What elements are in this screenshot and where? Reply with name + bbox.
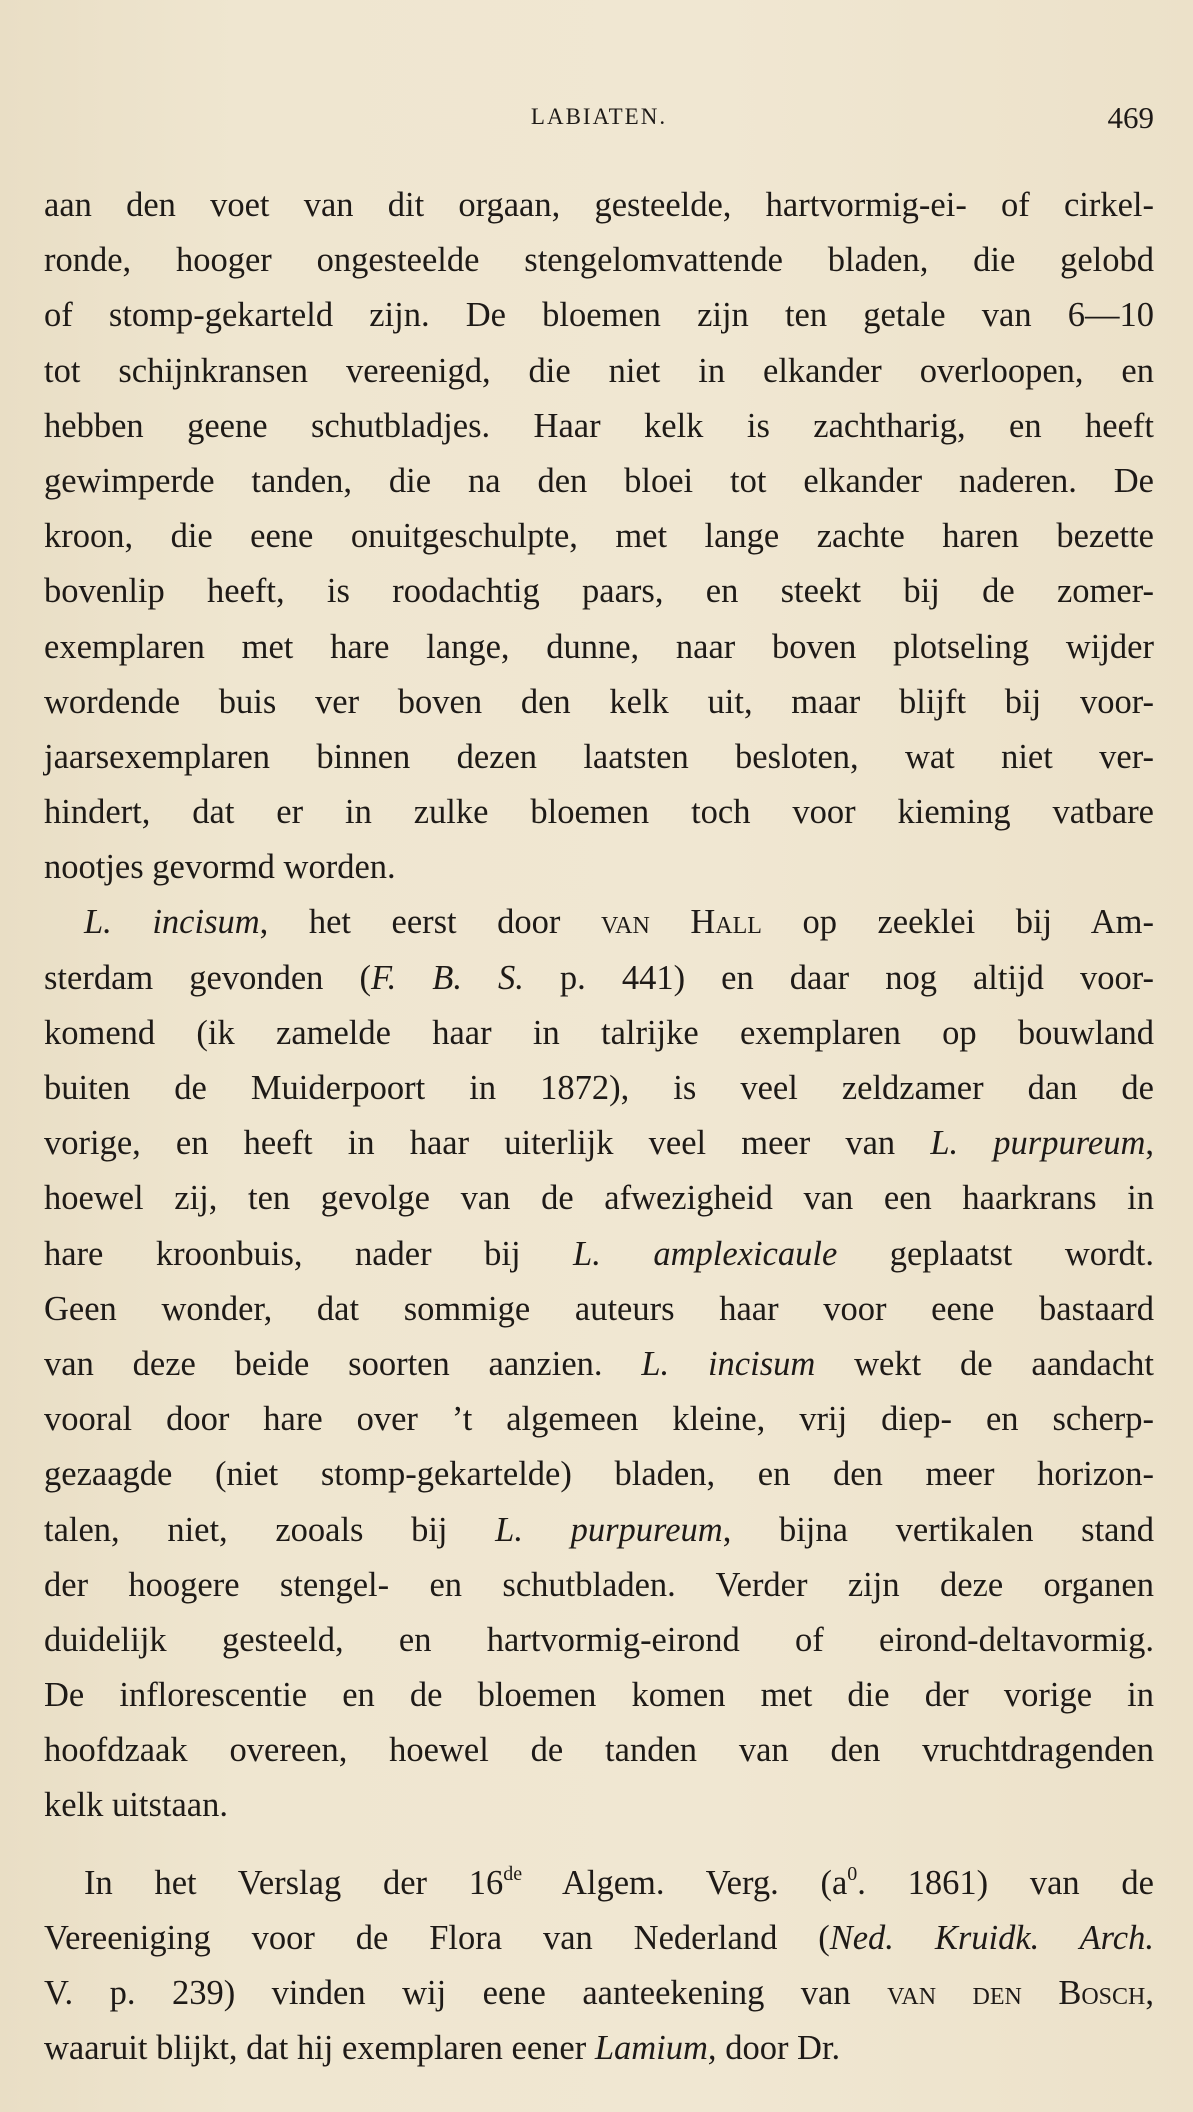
italic-run: L. incisum [641, 1344, 816, 1383]
text-line [44, 233, 1154, 288]
text-run: aan den voet van dit orgaan, gesteelde, hartvormig-ei- of cirkel- [44, 186, 1154, 224]
italic-run: F. B. S. [370, 958, 524, 997]
text-line [44, 1171, 1154, 1226]
text-run: gewimperde tanden, die na den bloei tot elkander naderen. De [44, 461, 1154, 500]
text-run: . 1861) van de [857, 1863, 1154, 1902]
text-run: der hoogere stengel- en schutbladen. Verder zijn deze organen [44, 1565, 1154, 1604]
text-run: talen, niet, zooals bij [44, 1510, 496, 1549]
text-run: waaruit blijkt, dat hij exemplaren eener [44, 2029, 595, 2068]
italic-run: Ned. Kruidk. Arch. [829, 1918, 1154, 1957]
text-run: kroon, die eene onuitgeschulpte, met lange zachte haren bezette [44, 517, 1154, 556]
text-run: hare kroonbuis, nader bij [44, 1234, 574, 1273]
small-caps-name: van Hall [600, 903, 762, 942]
text-run: gezaagde (niet stomp-gekartelde) bladen, en den meer horizon- [44, 1455, 1154, 1494]
text-line [44, 1116, 1154, 1171]
text-run: bovenlip heeft, is roodachtig paars, en steekt bij de zomer- [44, 572, 1154, 611]
text-line [44, 895, 1154, 950]
text-line [44, 1778, 1154, 1833]
text-line [44, 730, 1154, 785]
italic-run: L. incisum [84, 903, 260, 942]
text-line [44, 1668, 1154, 1723]
page-number: 469 [1107, 100, 1154, 135]
text-run: hindert, dat er in zulke bloemen toch voor kieming vatbare [44, 793, 1154, 832]
text-run: van deze beide soorten aanzien. [44, 1344, 642, 1383]
text-line [44, 509, 1154, 564]
text-run: vorige, en heeft in haar uiterlijk veel meer van [44, 1124, 931, 1163]
text-run: wordende buis ver boven den kelk uit, maar blijft bij voor- [44, 682, 1154, 721]
text-line [44, 1856, 1154, 1911]
text-line [44, 1337, 1154, 1392]
italic-run: L. purpureum [930, 1124, 1146, 1163]
text-run: De inflorescentie en de bloemen komen met die der vorige in [44, 1676, 1154, 1715]
text-run: p. 441) en daar nog altijd voor- [523, 958, 1154, 997]
italic-run: L. amplexicaule [573, 1234, 838, 1273]
paragraph-gap [44, 1834, 1154, 1856]
body-text [44, 178, 1154, 2076]
text-run: , bijna vertikalen stand [722, 1510, 1154, 1549]
text-line [44, 344, 1154, 399]
text-line [44, 454, 1154, 509]
text-run: Vereeniging voor de Flora van Nederland ( [44, 1918, 830, 1957]
text-run: sterdam gevonden ( [44, 958, 371, 997]
text-run: hoewel zij, ten gevolge van de afwezigheid van een haarkrans in [44, 1179, 1154, 1218]
small-caps-name: van den Bosch [887, 1974, 1146, 2012]
text-line [44, 951, 1154, 1006]
text-run: ronde, hooger ongesteelde stengelomvattende bladen, die gelobd [44, 241, 1154, 280]
text-run: tot schijnkransen vereenigd, die niet in elkander overloopen, en [44, 351, 1154, 390]
text-run: , [1145, 1124, 1154, 1163]
text-line [44, 1503, 1154, 1558]
text-line [44, 1392, 1154, 1447]
text-line [44, 675, 1154, 730]
text-line [44, 1613, 1154, 1668]
text-run: vooral door hare over ’t algemeen kleine, vrij diep- en scherp- [44, 1400, 1154, 1439]
text-run: komend (ik zamelde haar in talrijke exemplaren op bouwland [44, 1013, 1154, 1052]
text-run: op zeeklei bij Am- [761, 903, 1154, 942]
text-line [44, 1911, 1154, 1966]
text-run: duidelijk gesteeld, en hartvormig-eirond of eirond-deltavormig. [44, 1620, 1154, 1659]
text-line [44, 620, 1154, 675]
text-run: nootjes gevormd worden. [44, 848, 396, 887]
text-line [44, 1558, 1154, 1613]
superscript: 0 [847, 1862, 858, 1885]
italic-run: L. purpureum [495, 1510, 723, 1549]
text-line [44, 1723, 1154, 1778]
text-run: , [1145, 1974, 1154, 2012]
text-line [44, 1447, 1154, 1502]
superscript: de [503, 1862, 523, 1885]
text-line [44, 399, 1154, 454]
text-line [44, 1006, 1154, 1061]
text-line [44, 785, 1154, 840]
text-run: jaarsexemplaren binnen dezen laatsten besloten, wat niet ver- [44, 737, 1154, 776]
text-run: of stomp-gekarteld zijn. De bloemen zijn ten getale van 6—10 [44, 296, 1154, 335]
text-line [44, 564, 1154, 619]
text-run: exemplaren met hare lange, dunne, naar boven plotseling wijder [44, 627, 1154, 666]
running-head [44, 100, 1154, 140]
text-run: hoofdzaak overeen, hoewel de tanden van den vruchtdragenden [44, 1731, 1154, 1770]
text-run: , het eerst door [259, 903, 601, 942]
running-title: LABIATEN. [530, 104, 668, 129]
text-line [44, 1227, 1154, 1282]
text-line [44, 178, 1154, 233]
text-line [44, 1282, 1154, 1337]
text-run: hebben geene schutbladjes. Haar kelk is zachtharig, en heeft [44, 406, 1154, 445]
text-line [44, 288, 1154, 343]
italic-run: Lamium, [594, 2029, 717, 2068]
text-run: door Dr. [716, 2029, 841, 2068]
text-line [44, 2021, 1154, 2076]
text-run: buiten de Muiderpoort in 1872), is veel zeldzamer dan de [44, 1069, 1154, 1107]
text-run: kelk uitstaan. [44, 1786, 228, 1825]
text-run: wekt de aandacht [815, 1344, 1154, 1383]
text-run: V. p. 239) vinden wij eene aanteekening van [44, 1974, 888, 2012]
text-run: Geen wonder, dat sommige auteurs haar voor eene bastaard [44, 1289, 1154, 1328]
text-line [44, 1061, 1154, 1116]
text-run: In het Verslag der 16 [84, 1863, 504, 1902]
text-run: geplaatst wordt. [837, 1234, 1154, 1273]
text-run: Algem. Verg. (a [522, 1863, 848, 1902]
text-line [44, 840, 1154, 895]
text-line [44, 1966, 1154, 2021]
